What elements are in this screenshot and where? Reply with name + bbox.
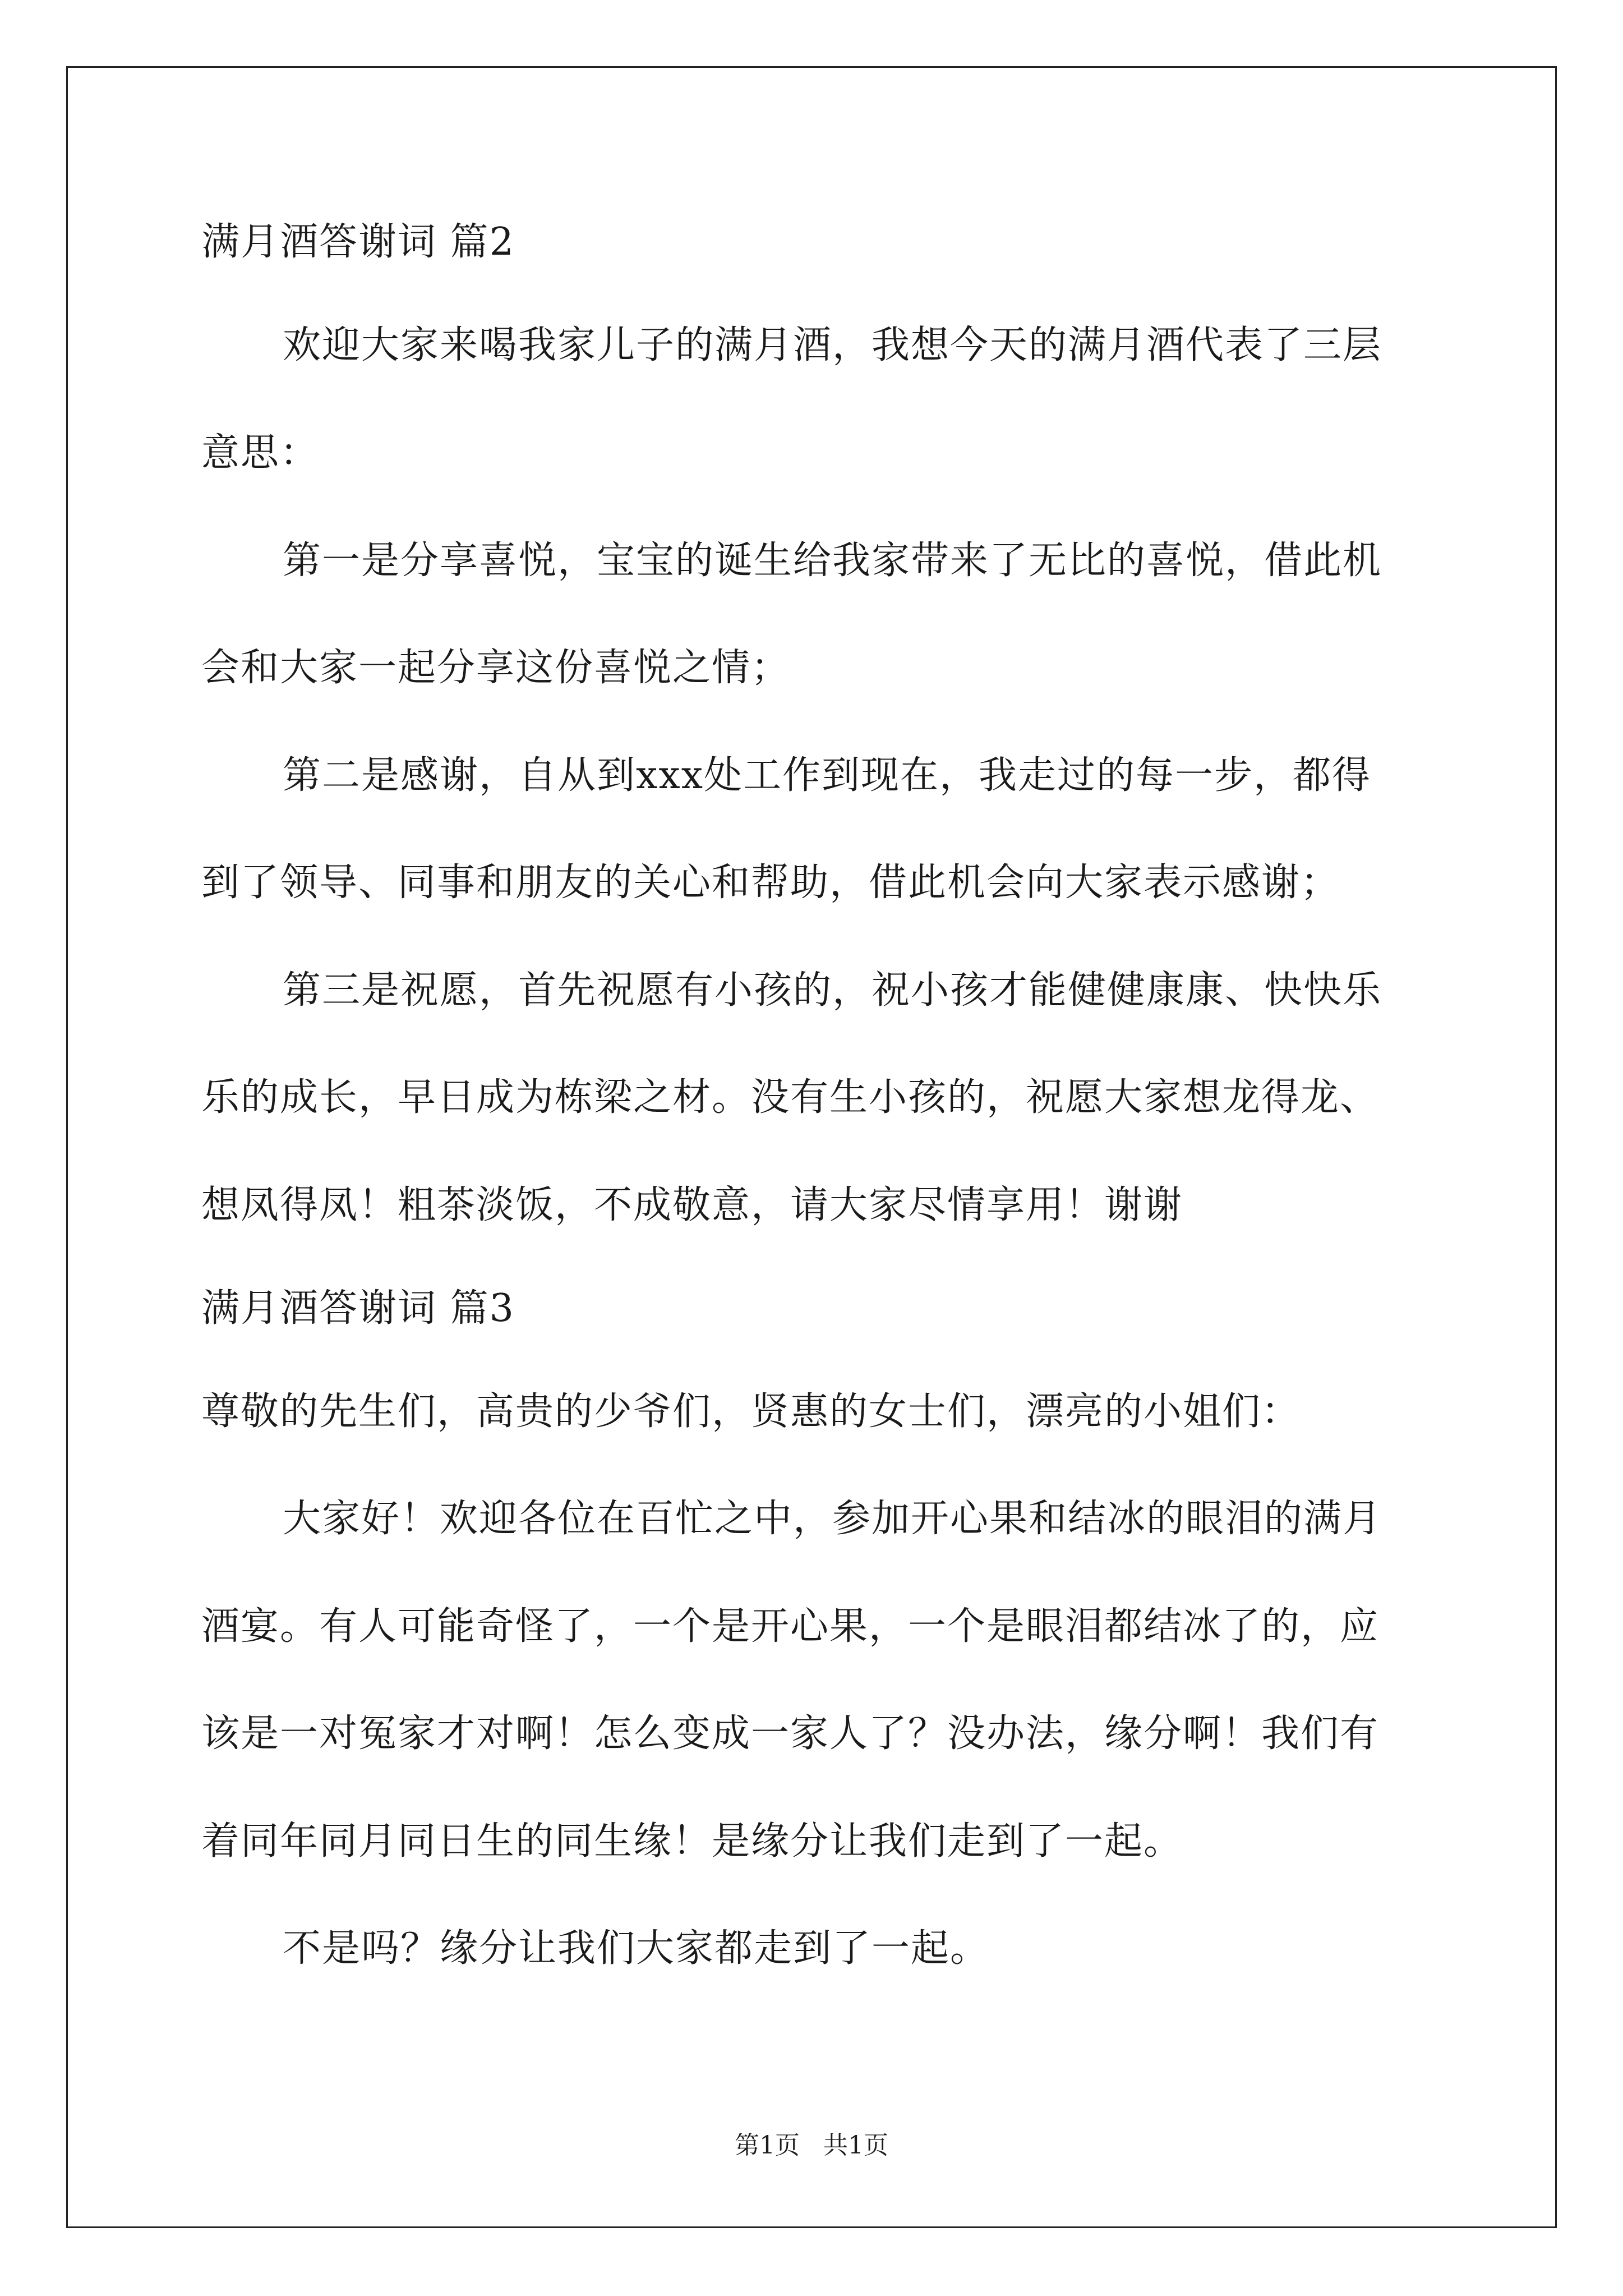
paragraph-line: 第二是感谢，自从到xxx处工作到现在，我走过的每一步，都得 <box>283 753 1372 798</box>
document-body <box>201 220 1435 1971</box>
paragraph-line: 酒宴。有人可能奇怪了，一个是开心果，一个是眼泪都结冰了的，应 <box>201 1604 1380 1649</box>
salutation-line: 尊敬的先生们，高贵的少爷们，贤惠的女士们，漂亮的小姐们： <box>201 1389 1301 1434</box>
paragraph-line: 欢迎大家来喝我家儿子的满月酒，我想今天的满月酒代表了三层 <box>283 323 1382 367</box>
paragraph-line: 到了领导、同事和朋友的关心和帮助，借此机会向大家表示感谢； <box>201 861 1340 905</box>
paragraph-line: 会和大家一起分享这份喜悦之情； <box>201 646 791 690</box>
page-footer: 第1页 共1页 <box>735 2131 888 2160</box>
paragraph-line: 意思： <box>201 431 320 475</box>
paragraph-line: 想凤得凤！粗茶淡饭，不成敬意，请大家尽情享用！谢谢 <box>201 1183 1183 1227</box>
section-heading: 满月酒答谢词 篇2 <box>201 220 515 264</box>
paragraph-line: 大家好！欢迎各位在百忙之中，参加开心果和结冰的眼泪的满月 <box>283 1497 1382 1541</box>
paragraph-line: 乐的成长，早日成为栋梁之材。没有生小孩的，祝愿大家想龙得龙、 <box>201 1075 1380 1120</box>
paragraph-line: 着同年同月同日生的同生缘！是缘分让我们走到了一起。 <box>201 1819 1183 1864</box>
paragraph-line: 该是一对冤家才对啊！怎么变成一家人了？没办法，缘分啊！我们有 <box>201 1711 1380 1756</box>
paragraph-line: 第三是祝愿，首先祝愿有小孩的，祝小孩才能健健康康、快快乐 <box>283 968 1382 1013</box>
section-heading: 满月酒答谢词 篇3 <box>201 1286 515 1331</box>
paragraph-line: 第一是分享喜悦，宝宝的诞生给我家带来了无比的喜悦，借此机 <box>283 539 1382 583</box>
paragraph-line: 不是吗？缘分让我们大家都走到了一起。 <box>283 1926 990 1971</box>
